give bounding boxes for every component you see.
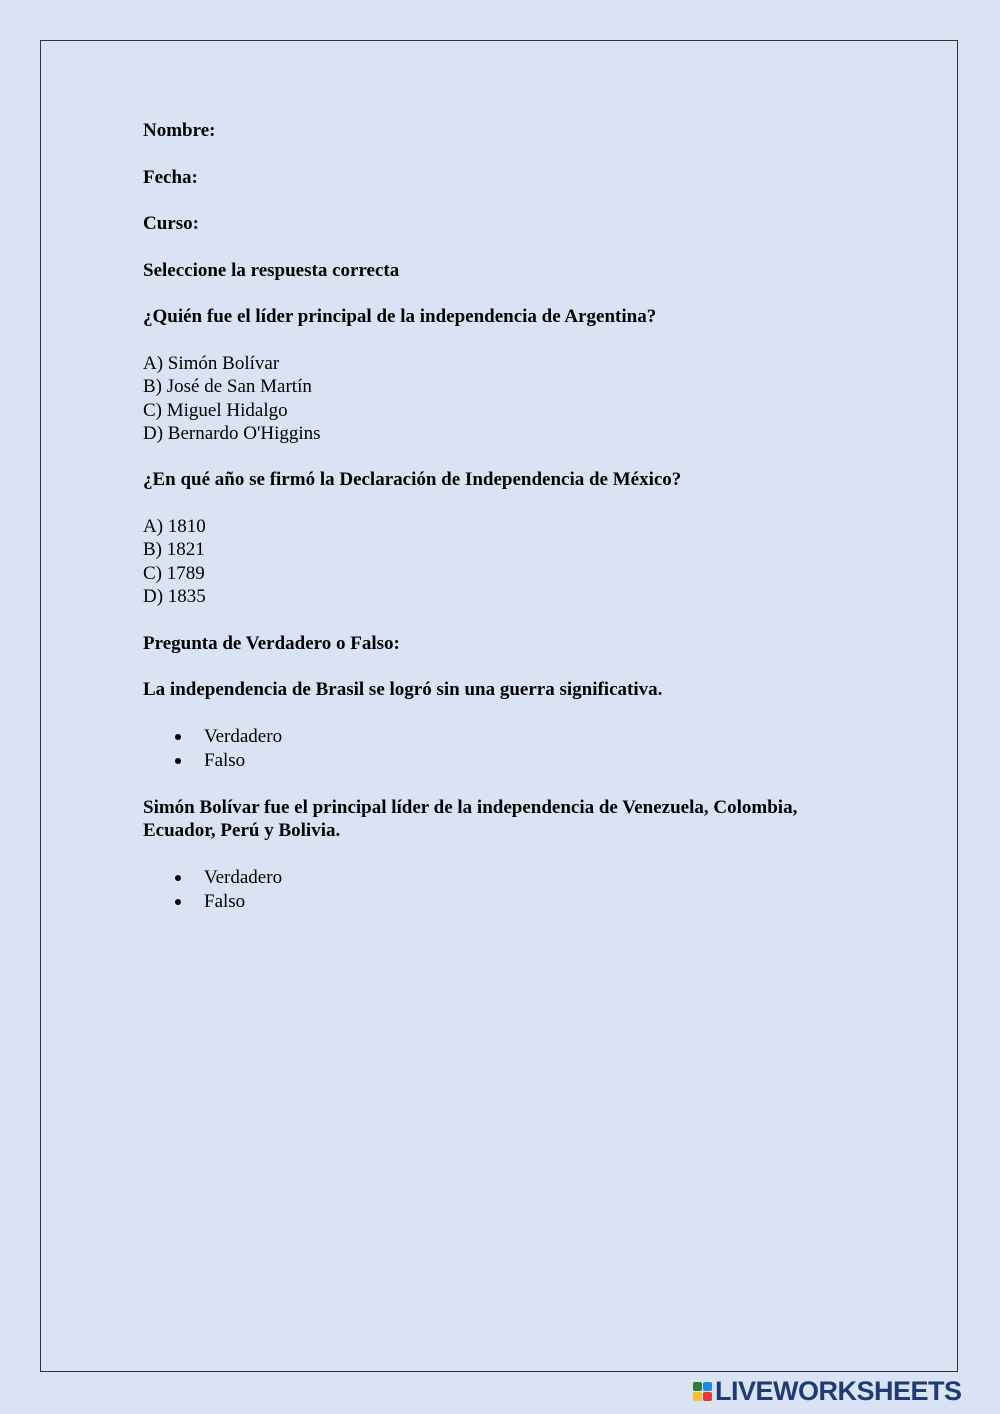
question-1-option-b[interactable]: B) José de San Martín [143,376,312,398]
question-1-option-d[interactable]: D) Bernardo O'Higgins [143,422,321,444]
tf-statement-2-options [143,866,863,914]
tf-statement-1: La independencia de Brasil se logró sin una guerra significativa. [143,679,663,701]
option-label: Verdadero [204,866,283,888]
logo-square-e [703,1392,712,1401]
question-1-text: ¿Quién fue el líder principal de la independencia de Argentina? [143,306,657,328]
tf-statement-1-options [143,725,863,773]
question-2-text: ¿En qué año se firmó la Declaración de Independencia de México? [143,469,682,491]
worksheet-content [143,119,863,937]
option-label: Falso [204,749,246,771]
logo-square-v [693,1392,702,1401]
tf-2-option-true[interactable] [143,866,863,890]
tf-statement-2 [143,796,863,843]
tf-2-option-false[interactable] [143,890,863,914]
instruction-text: Seleccione la respuesta correcta [143,259,400,281]
logo-square-i [703,1382,712,1391]
tf-statement-2-line-2: Ecuador, Perú y Bolivia. [143,820,341,842]
tf-1-option-false[interactable] [143,749,863,773]
logo-square-l [693,1382,702,1391]
name-field-label: Nombre: [143,120,216,141]
option-label: Falso [204,890,246,912]
bullet-icon [175,758,181,764]
bullet-icon [175,734,181,740]
date-field-label: Fecha: [143,166,198,188]
course-field-label: Curso: [143,213,199,235]
liveworksheets-logo-icon [693,1382,712,1401]
bullet-icon [175,875,181,881]
option-label: Verdadero [204,725,283,747]
liveworksheets-logo [693,1377,962,1405]
question-1-option-a[interactable]: A) Simón Bolívar [143,352,280,374]
question-2-options [143,515,863,608]
question-2-option-d[interactable]: D) 1835 [143,585,206,607]
tf-statement-2-line-1: Simón Bolívar fue el principal líder de la independencia de Venezuela, Colombia, [143,797,798,819]
question-1-options [143,352,863,445]
tf-1-option-true[interactable] [143,725,863,749]
question-2-option-a[interactable]: A) 1810 [143,516,206,538]
logo-text: LIVEWORKSHEETS [715,1376,962,1406]
true-false-heading: Pregunta de Verdadero o Falso: [143,632,400,654]
bullet-icon [175,899,181,905]
question-2-option-c[interactable]: C) 1789 [143,562,205,584]
question-1-option-c[interactable]: C) Miguel Hidalgo [143,399,288,421]
question-2-option-b[interactable]: B) 1821 [143,539,205,561]
